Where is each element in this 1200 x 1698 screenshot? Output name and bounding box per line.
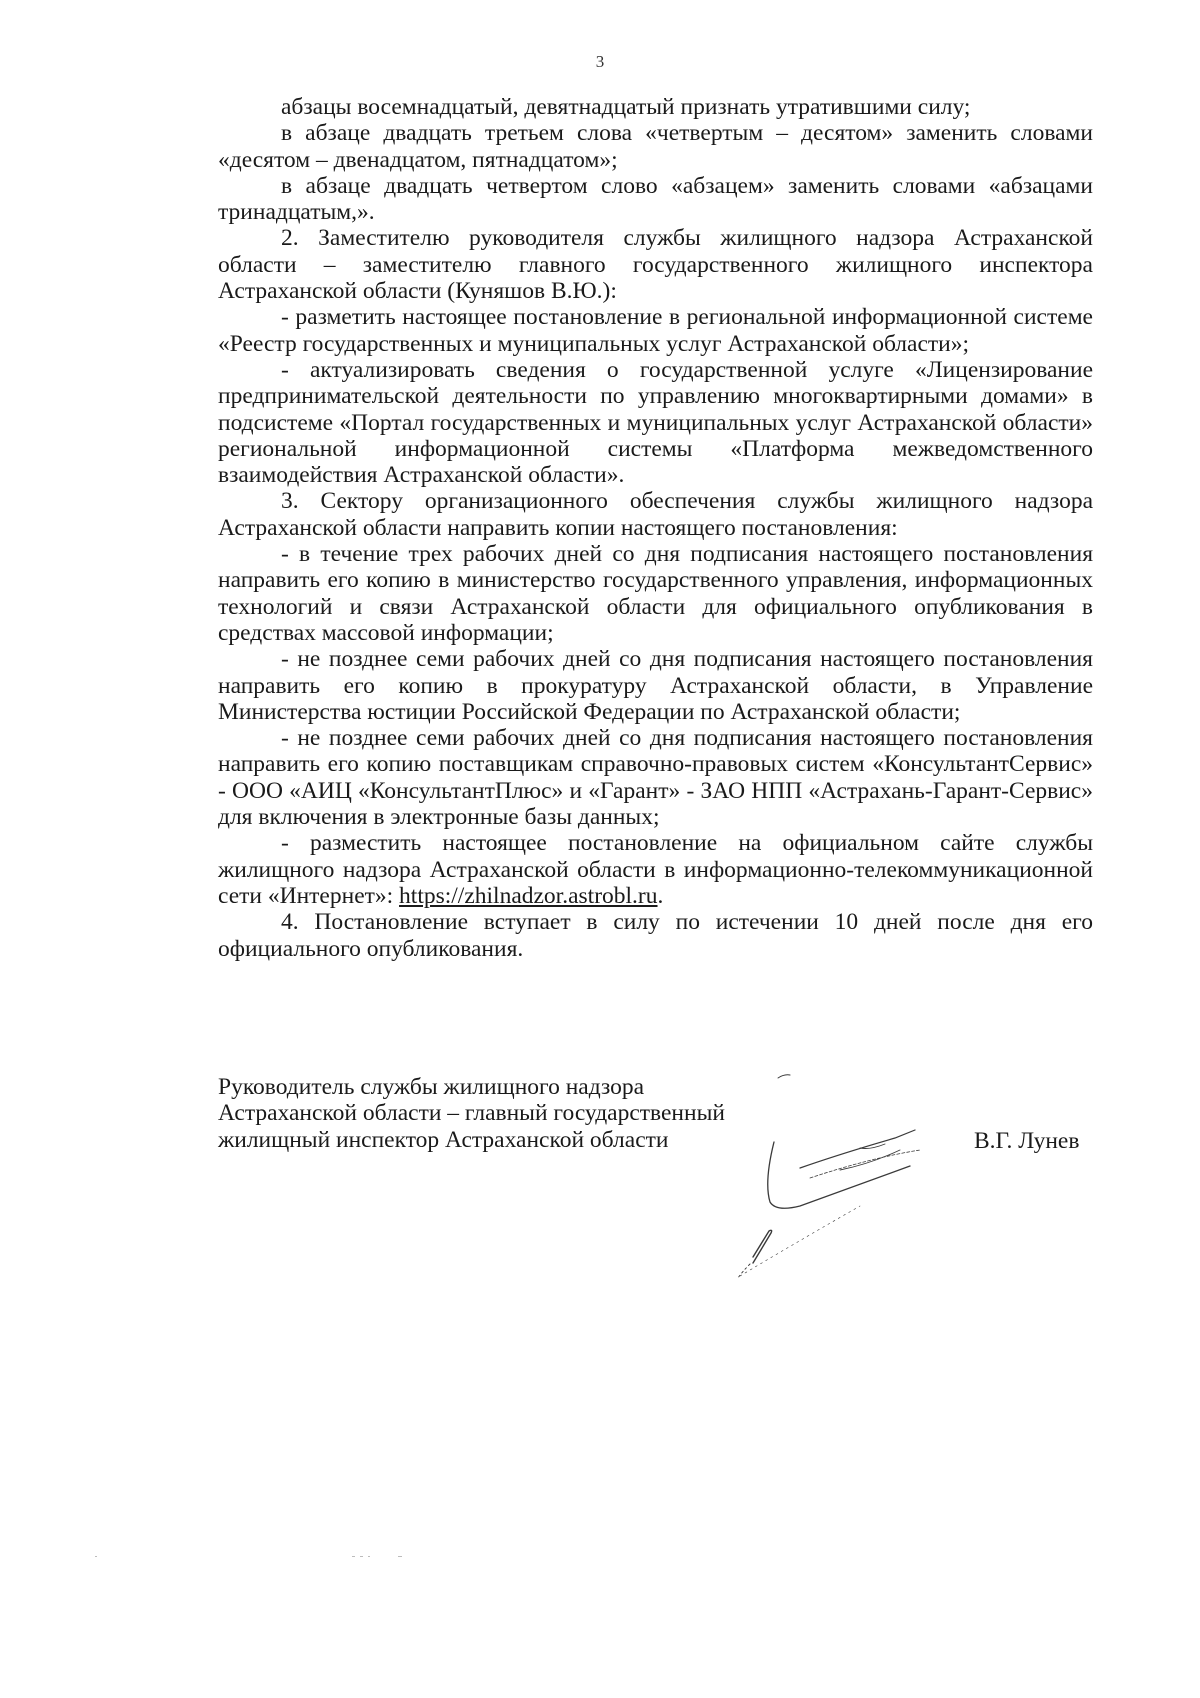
paragraph: - не позднее семи рабочих дней со дня подписания настоящего постановления направить его копию поставщикам справочно-правовых систем «КонсультантСервис» - ООО «АИЦ «КонсультантПлюс» и «Гарант» - ЗАО НПП «Астрахань-Гарант-Сервис» для включения в электронные базы данных; xyxy=(218,725,1093,831)
paragraph: абзацы восемнадцатый, девятнадцатый признать утратившими силу; xyxy=(281,94,971,120)
paragraph: 3. Сектору организационного обеспечения службы жилищного надзора Астраханской области направить копии настоящего постановления: xyxy=(218,488,1093,541)
handwritten-signature xyxy=(680,1050,980,1280)
paragraph: в абзаце двадцать четвертом слово «абзацем» заменить словами «абзацами тринадцатым,». xyxy=(218,172,1093,226)
paragraph: 4. Постановление вступает в силу по истечении 10 дней после дня его официального опубликования. xyxy=(218,909,1093,962)
signer-name: В.Г. Лунев xyxy=(974,1128,1080,1154)
paragraph-end: . xyxy=(657,882,664,909)
signatory-title-line: Астраханской области – главный государственный xyxy=(218,1100,725,1127)
website-link[interactable]: https://zhilnadzor.astrobl.ru xyxy=(399,882,658,909)
paragraph: - актуализировать сведения о государственной услуге «Лицензирование предпринимательской деятельности по управлению многоквартирными домами» в подсистеме «Портал государственных и муниципальных услуг Астраханской области» региональной информационной системы «Платформа межведомственного взаимодействия Астраханской области». xyxy=(218,356,1093,489)
paragraph-text: - разместить настоящее постановление на официальном сайте службы жилищного надзора Астраханской области в информационно-телекоммуникационной сети «Интернет»: xyxy=(218,830,1093,909)
paragraph: - в течение трех рабочих дней со дня подписания настоящего постановления направить его копию в министерство государственного управления, информационных технологий и связи Астраханской области для официального опубликования в средствах массовой информации; xyxy=(218,541,1093,646)
paragraph: 2. Заместителю руководителя службы жилищного надзора Астраханской области – заместителю главного государственного жилищного инспектора Астраханской области (Куняшов В.Ю.): xyxy=(218,225,1093,305)
signatory-title-line: Руководитель службы жилищного надзора xyxy=(218,1074,645,1100)
paragraph: - не позднее семи рабочих дней со дня подписания настоящего постановления направить его копию в прокуратуру Астраханской области, в Управление Министерства юстиции Российской Федерации по Астраханской области; xyxy=(218,646,1093,725)
document-body xyxy=(218,94,1093,962)
paragraph: в абзаце двадцать третьем слова «четвертым – десятом» заменить словами «десятом – двенадцатом, пятнадцатом»; xyxy=(218,120,1093,173)
paragraph: - разметить настоящее постановление в региональной информационной системе «Реестр государственных и муниципальных услуг Астраханской области»; xyxy=(218,304,1093,357)
page-number: 3 xyxy=(595,52,605,71)
signatory-title-line: жилищный инспектор Астраханской области xyxy=(218,1126,669,1153)
paragraph-with-link xyxy=(218,830,1093,909)
